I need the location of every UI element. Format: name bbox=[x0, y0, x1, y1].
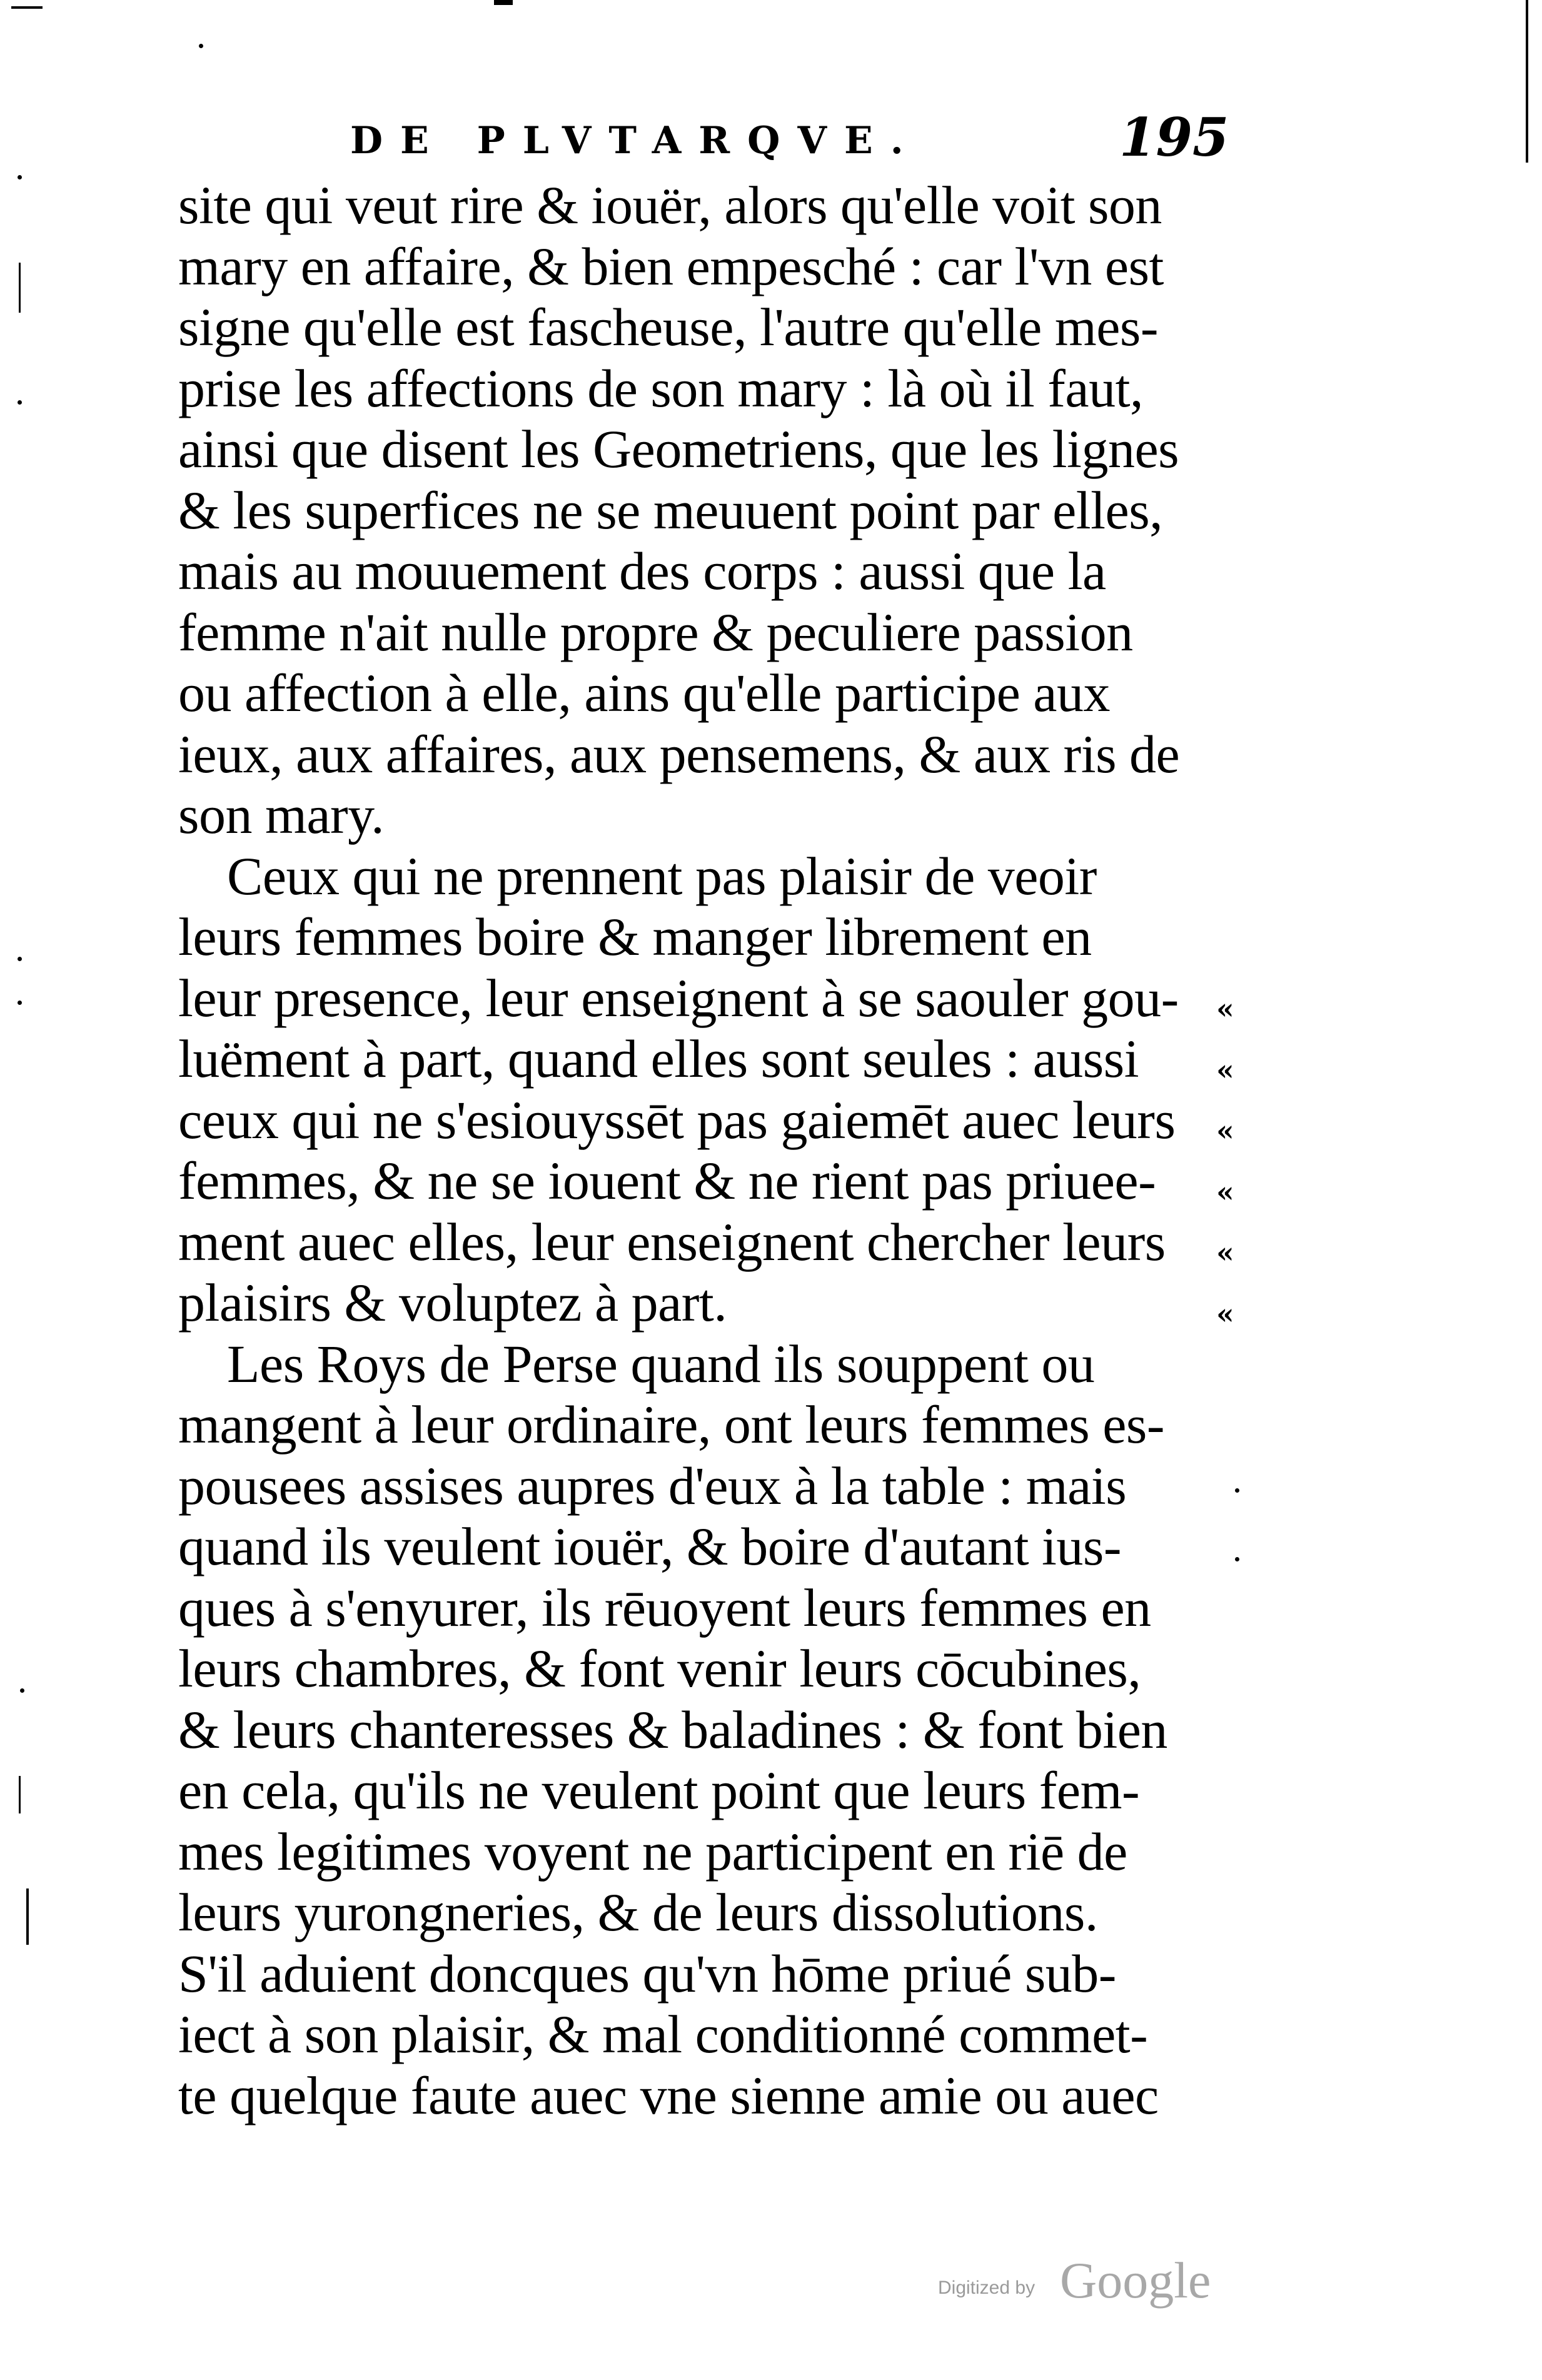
digitized-by-label: Digitized by bbox=[938, 2277, 1036, 2298]
text-line: leurs chambres, & font venir leurs cōcubines, bbox=[178, 1638, 1141, 1698]
text-line: iect à son plaisir, & mal conditionné commet- bbox=[178, 2004, 1148, 2064]
body-text bbox=[178, 175, 1241, 2126]
text-line: mary en affaire, & bien empesché : car l'vn est bbox=[178, 236, 1164, 296]
text-line: signe qu'elle est fascheuse, l'autre qu'elle mes- bbox=[178, 297, 1159, 357]
text-line: leur presence, leur enseignent à se saouler gou- bbox=[178, 967, 1179, 1028]
page-number: 195 bbox=[1119, 106, 1229, 168]
text-line: luëment à part, quand elles sont seules : aussi bbox=[178, 1029, 1139, 1089]
text-line: ieux, aux affaires, aux pensemens, & aux ris de bbox=[178, 724, 1180, 784]
text-line: quand ils veulent iouër, & boire d'autant ius- bbox=[178, 1516, 1122, 1576]
scan-speck bbox=[20, 1688, 24, 1693]
scan-speck bbox=[18, 957, 22, 961]
text-line: ques à s'enyurer, ils rēuoyent leurs femmes en bbox=[178, 1577, 1151, 1638]
digitized-watermark bbox=[938, 2251, 1263, 2307]
text-line: ment auec elles, leur enseignent chercher leurs bbox=[178, 1211, 1166, 1272]
quote-mark: « bbox=[1216, 1296, 1234, 1331]
text-line: leurs yurongneries, & de leurs dissolutions. bbox=[178, 1882, 1098, 1942]
scan-edge-top-center bbox=[494, 0, 513, 5]
scan-edge-right bbox=[1526, 0, 1528, 163]
text-line: mangent à leur ordinaire, ont leurs femmes es- bbox=[178, 1394, 1164, 1455]
scan-edge-left-3 bbox=[26, 1888, 29, 1945]
paragraph-start-line: Les Roys de Perse quand ils souppent ou bbox=[227, 1333, 1095, 1394]
text-line: leurs femmes boire & manger librement en bbox=[178, 907, 1092, 967]
text-line: & leurs chanteresses & baladines : & font bien bbox=[178, 1699, 1167, 1760]
scan-edge-top-left bbox=[11, 6, 43, 9]
scan-speck bbox=[18, 1001, 22, 1005]
text-line: femmes, & ne se iouent & ne rient pas priuee- bbox=[178, 1151, 1156, 1211]
google-logo: Google bbox=[1060, 2252, 1211, 2309]
quote-mark: « bbox=[1216, 1174, 1234, 1209]
text-line: ainsi que disent les Geometriens, que les lignes bbox=[178, 419, 1179, 479]
text-line: site qui veut rire & iouër, alors qu'elle voit son bbox=[178, 175, 1162, 235]
scan-edge-left-1 bbox=[19, 263, 21, 313]
text-line: pousees assises aupres d'eux à la table : mais bbox=[178, 1455, 1127, 1516]
text-line: son mary. bbox=[178, 785, 385, 845]
text-line: ceux qui ne s'esiouyssēt pas gaiemēt auec leurs bbox=[178, 1089, 1176, 1150]
running-head: DE PLVTARQVE. bbox=[350, 119, 921, 163]
text-line: ou affection à elle, ains qu'elle participe aux bbox=[178, 663, 1110, 723]
text-line: plaisirs & voluptez à part. bbox=[178, 1273, 727, 1333]
scan-edge-left-2 bbox=[19, 1776, 21, 1813]
scan-speck bbox=[18, 175, 22, 179]
quote-mark: « bbox=[1216, 1052, 1234, 1087]
text-line: femme n'ait nulle propre & peculiere passion bbox=[178, 602, 1133, 662]
text-line: S'il aduient doncques qu'vn hōme priué sub- bbox=[178, 1943, 1116, 2004]
text-line: te quelque faute auec vne sienne amie ou auec bbox=[178, 2065, 1159, 2125]
marginal-quote-marks bbox=[1216, 979, 1254, 1344]
text-line: & les superfices ne se meuuent point par elles, bbox=[178, 480, 1163, 540]
scan-speck bbox=[199, 44, 203, 48]
text-line: en cela, qu'ils ne veulent point que leurs fem- bbox=[178, 1760, 1140, 1820]
text-line: prise les affections de son mary : là où il faut, bbox=[178, 358, 1143, 418]
scan-speck bbox=[18, 400, 22, 405]
text-line: mes legitimes voyent ne participent en riē de bbox=[178, 1821, 1127, 1882]
quote-mark: « bbox=[1216, 992, 1234, 1026]
text-line: mais au mouuement des corps : aussi que la bbox=[178, 541, 1106, 601]
quote-mark: « bbox=[1216, 1236, 1234, 1269]
paragraph-start-line: Ceux qui ne prennent pas plaisir de veoir bbox=[227, 845, 1097, 906]
quote-mark: « bbox=[1216, 1114, 1234, 1147]
